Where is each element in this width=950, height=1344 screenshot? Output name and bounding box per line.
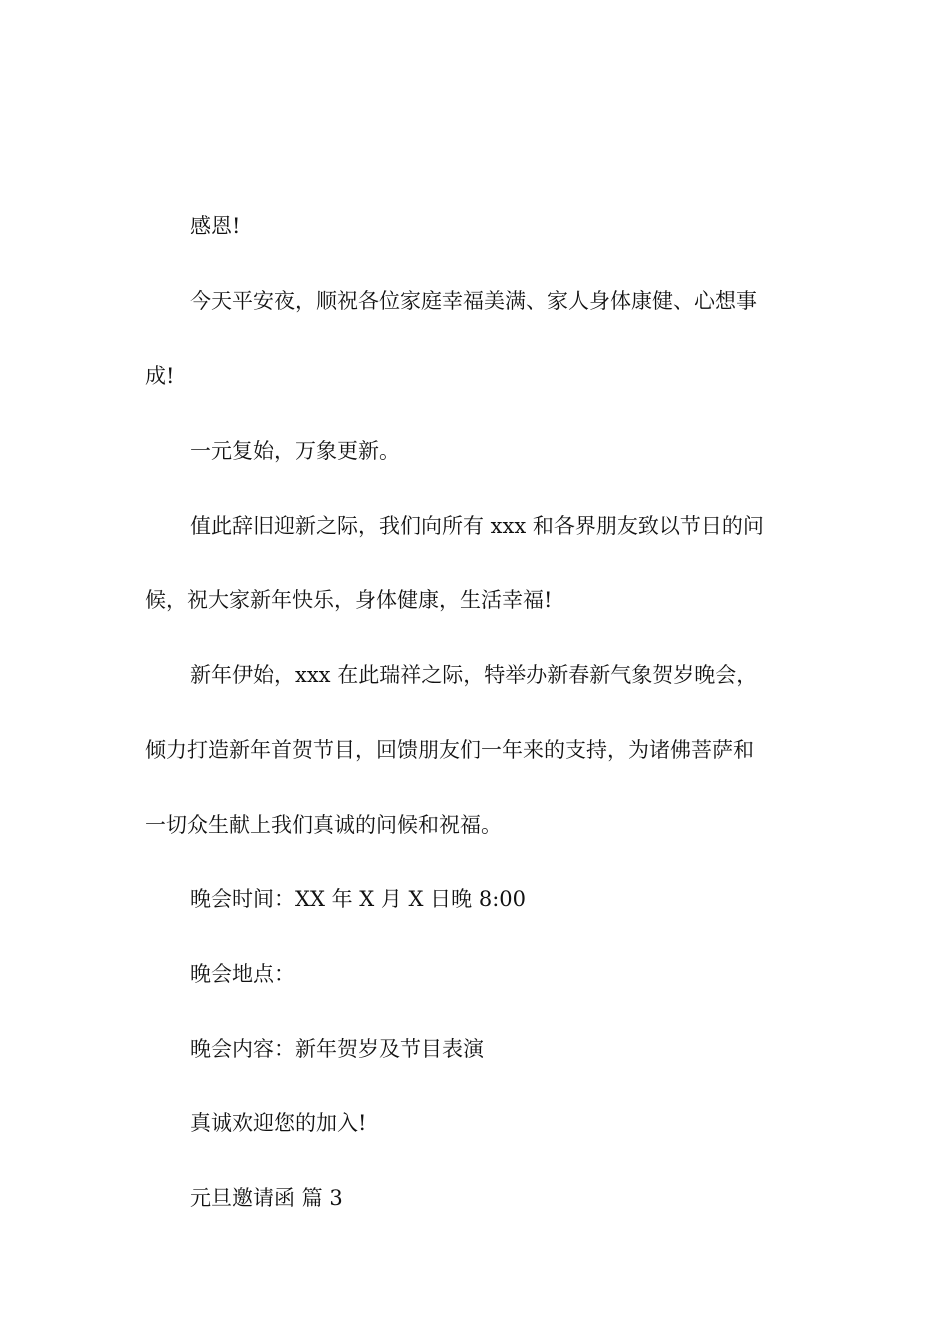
- paragraph-line: 值此辞旧迎新之际，我们向所有 xxx 和各界朋友致以节日的问: [190, 514, 764, 538]
- paragraph-line: 倾力打造新年首贺节目，回馈朋友们一年来的支持，为诸佛菩萨和: [145, 738, 754, 762]
- paragraph-line: 晚会时间：XX 年 X 月 X 日晚 8:00: [190, 887, 527, 911]
- paragraph-line: 候，祝大家新年快乐，身体健康，生活幸福!: [145, 588, 553, 612]
- paragraph-line: 一切众生献上我们真诚的问候和祝福。: [145, 813, 502, 837]
- paragraph-line: 一元复始，万象更新。: [190, 439, 400, 463]
- paragraph-line: 晚会内容：新年贺岁及节目表演: [190, 1037, 484, 1061]
- paragraph-line: 成!: [145, 364, 175, 388]
- paragraph-line: 今天平安夜，顺祝各位家庭幸福美满、家人身体康健、心想事: [190, 289, 757, 313]
- paragraph-line: 真诚欢迎您的加入!: [190, 1111, 367, 1135]
- paragraph-line: 新年伊始，xxx 在此瑞祥之际，特举办新春新气象贺岁晚会，: [190, 663, 758, 687]
- paragraph-line: 晚会地点：: [190, 962, 295, 986]
- paragraph-line: 感恩!: [190, 214, 241, 238]
- section-heading: 元旦邀请函 篇 3: [190, 1186, 343, 1210]
